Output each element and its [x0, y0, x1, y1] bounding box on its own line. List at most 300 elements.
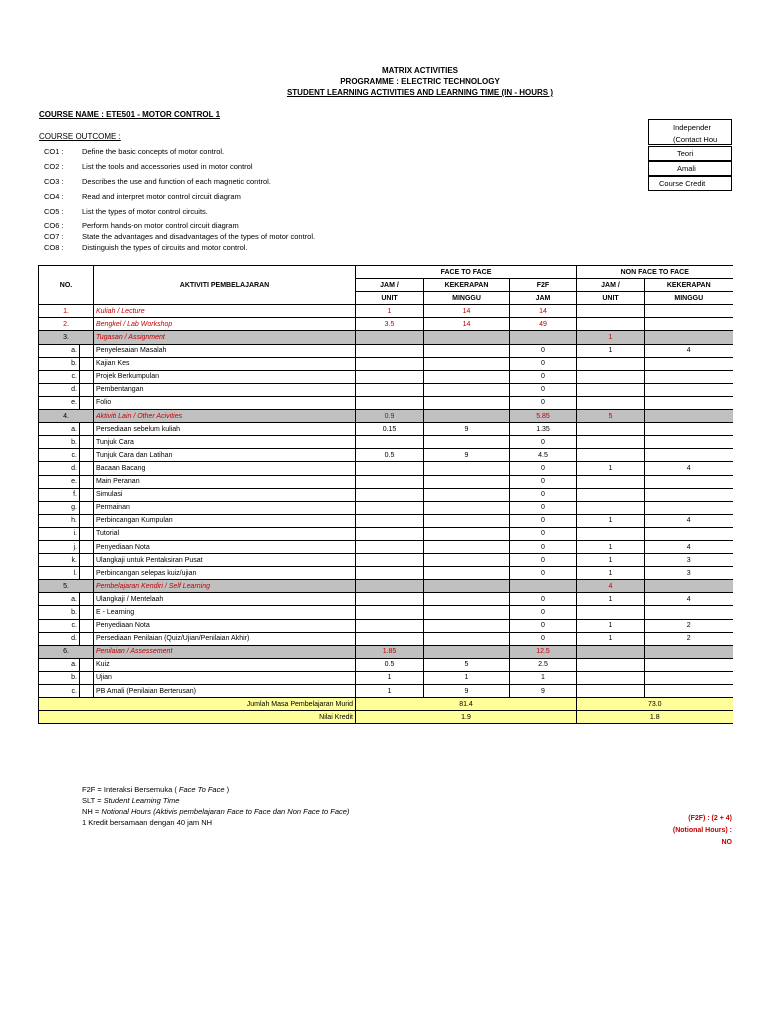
row-f2f-jam: 2.5 [510, 658, 577, 671]
table-row [39, 357, 733, 370]
row-activity: Pembelajaran Kendiri / Self Learning [94, 580, 356, 593]
row-number: b. [39, 671, 80, 684]
credit-nf2f-value: 1.8 [577, 711, 733, 724]
no-note: NO [721, 839, 732, 846]
row-kekerapan [424, 396, 510, 409]
row-f2f-jam: 0 [510, 540, 577, 553]
row-kekerapan: 9 [424, 449, 510, 462]
course-outcome-text: State the advantages and disadvantages of the types of motor control. [82, 232, 316, 241]
row-nf2f-kekerapan [645, 331, 733, 344]
table-row [39, 619, 733, 632]
row-number: 4. [39, 410, 94, 423]
row-number: a. [39, 423, 80, 436]
row-jam-unit: 1 [356, 671, 424, 684]
total-nf2f-value: 73.0 [577, 698, 733, 711]
row-nf2f-kekerapan [645, 449, 733, 462]
row-nf2f-jam: 1 [577, 344, 645, 357]
independent-label: Independer [673, 123, 711, 132]
course-outcome-text: Describes the use and function of each magnetic control. [82, 177, 271, 186]
credit-f2f-value: 1.9 [356, 711, 577, 724]
row-spacer [80, 344, 94, 357]
unit-header: UNIT [356, 292, 424, 305]
row-f2f-jam: 0 [510, 501, 577, 514]
row-number: a. [39, 593, 80, 606]
row-activity: Aktiviti Lain / Other Acivities [94, 410, 356, 423]
footnote-line [82, 817, 349, 828]
row-jam-unit [356, 619, 424, 632]
table-row [39, 383, 733, 396]
row-f2f-jam: 0 [510, 488, 577, 501]
f2f-jam-header: JAM [510, 292, 577, 305]
table-row [39, 685, 733, 698]
course-outcome-code: CO4 : [44, 192, 64, 201]
row-activity: Kuliah / Lecture [94, 305, 356, 318]
footnotes [82, 784, 349, 828]
row-nf2f-kekerapan: 3 [645, 554, 733, 567]
row-jam-unit [356, 527, 424, 540]
row-activity: Simulasi [94, 488, 356, 501]
row-nf2f-kekerapan [645, 357, 733, 370]
row-nf2f-jam [577, 357, 645, 370]
row-spacer [80, 658, 94, 671]
row-spacer [80, 540, 94, 553]
row-nf2f-kekerapan [645, 475, 733, 488]
row-f2f-jam: 0 [510, 514, 577, 527]
row-nf2f-jam [577, 383, 645, 396]
footnote-emphasis: Student Learning Time [103, 796, 180, 805]
row-jam-unit [356, 554, 424, 567]
row-nf2f-kekerapan: 3 [645, 567, 733, 580]
row-nf2f-jam [577, 305, 645, 318]
row-spacer [80, 423, 94, 436]
row-number: i. [39, 527, 80, 540]
row-jam-unit: 0.5 [356, 658, 424, 671]
course-outcome-text: Read and interpret motor control circuit diagram [82, 192, 241, 201]
row-number: c. [39, 619, 80, 632]
non-jam-header: JAM / [577, 279, 645, 292]
table-row [39, 632, 733, 645]
row-activity: E - Learning [94, 606, 356, 619]
row-nf2f-kekerapan [645, 671, 733, 684]
course-outcome-code: CO3 : [44, 177, 64, 186]
row-f2f-jam: 0 [510, 383, 577, 396]
contact-hours-box [648, 119, 732, 145]
row-f2f-jam: 1 [510, 671, 577, 684]
table-row [39, 606, 733, 619]
row-jam-unit [356, 580, 424, 593]
row-number: l. [39, 567, 80, 580]
teori-cell: Teori [648, 146, 732, 161]
row-number: a. [39, 658, 80, 671]
row-nf2f-kekerapan [645, 645, 733, 658]
row-f2f-jam: 0 [510, 357, 577, 370]
row-nf2f-jam: 1 [577, 462, 645, 475]
row-kekerapan [424, 606, 510, 619]
row-nf2f-jam [577, 449, 645, 462]
row-nf2f-jam: 5 [577, 410, 645, 423]
row-f2f-jam: 0 [510, 344, 577, 357]
footnote-line [82, 784, 349, 795]
row-activity: Penyediaan Nota [94, 540, 356, 553]
row-number: h. [39, 514, 80, 527]
row-number: d. [39, 462, 80, 475]
row-number: g. [39, 501, 80, 514]
non-minggu-header: MINGGU [645, 292, 733, 305]
course-outcome-item [44, 232, 315, 241]
row-number: f. [39, 488, 80, 501]
row-jam-unit [356, 593, 424, 606]
course-outcome-text: Perform hands-on motor control circuit diagram [82, 221, 239, 230]
row-f2f-jam: 49 [510, 318, 577, 331]
course-outcome-code: CO5 : [44, 207, 64, 216]
course-outcome-item [44, 162, 253, 171]
row-nf2f-jam [577, 436, 645, 449]
row-number: 3. [39, 331, 94, 344]
row-number: b. [39, 357, 80, 370]
course-outcome-item [44, 147, 224, 156]
row-nf2f-jam: 1 [577, 593, 645, 606]
table-row [39, 462, 733, 475]
row-jam-unit: 0.15 [356, 423, 424, 436]
row-nf2f-jam [577, 671, 645, 684]
row-kekerapan: 14 [424, 318, 510, 331]
row-spacer [80, 514, 94, 527]
row-jam-unit [356, 606, 424, 619]
table-row [39, 488, 733, 501]
kekerapan-header: KEKERAPAN [424, 279, 510, 292]
row-jam-unit: 1 [356, 685, 424, 698]
row-number: 1. [39, 305, 94, 318]
row-activity: Main Peranan [94, 475, 356, 488]
table-row [39, 318, 733, 331]
matrix-title: MATRIX ACTIVITIES [382, 66, 458, 75]
row-nf2f-kekerapan: 2 [645, 632, 733, 645]
non-kekerapan-header: KEKERAPAN [645, 279, 733, 292]
row-spacer [80, 475, 94, 488]
row-activity: Kuiz [94, 658, 356, 671]
table-row [39, 527, 733, 540]
row-activity: PB Amali (Penilaian Berterusan) [94, 685, 356, 698]
course-outcome-code: CO2 : [44, 162, 64, 171]
row-nf2f-jam [577, 527, 645, 540]
row-f2f-jam: 5.85 [510, 410, 577, 423]
table-row [39, 671, 733, 684]
table-row [39, 370, 733, 383]
row-jam-unit [356, 514, 424, 527]
row-number: e. [39, 396, 80, 409]
row-nf2f-jam: 1 [577, 619, 645, 632]
row-f2f-jam: 0 [510, 527, 577, 540]
row-nf2f-jam: 1 [577, 567, 645, 580]
row-kekerapan: 9 [424, 423, 510, 436]
row-kekerapan [424, 370, 510, 383]
row-nf2f-kekerapan [645, 658, 733, 671]
row-jam-unit [356, 488, 424, 501]
row-number: c. [39, 370, 80, 383]
credit-label: Nilai Kredit [39, 711, 356, 724]
row-kekerapan [424, 331, 510, 344]
table-row [39, 554, 733, 567]
row-jam-unit [356, 501, 424, 514]
row-kekerapan [424, 475, 510, 488]
row-number: a. [39, 344, 80, 357]
course-outcome-code: CO8 : [44, 243, 64, 252]
row-nf2f-jam [577, 658, 645, 671]
row-nf2f-jam: 1 [577, 632, 645, 645]
row-jam-unit: 0.5 [356, 449, 424, 462]
row-spacer [80, 527, 94, 540]
course-outcome-item [44, 192, 241, 201]
row-spacer [80, 488, 94, 501]
row-activity: Perbincangan selepas kuiz/ujian [94, 567, 356, 580]
row-jam-unit [356, 540, 424, 553]
row-number: c. [39, 685, 80, 698]
row-activity: Folio [94, 396, 356, 409]
row-nf2f-jam [577, 475, 645, 488]
amali-cell: Amali [648, 161, 732, 176]
row-nf2f-kekerapan: 2 [645, 619, 733, 632]
total-row [39, 698, 733, 711]
row-activity: Penyelesaian Masalah [94, 344, 356, 357]
row-nf2f-kekerapan [645, 423, 733, 436]
table-row [39, 436, 733, 449]
course-outcome-code: CO7 : [44, 232, 64, 241]
row-kekerapan: 1 [424, 671, 510, 684]
row-activity: Tugasan / Assignment [94, 331, 356, 344]
f2f-formula-note: (F2F) : (2 + 4) [688, 815, 732, 822]
footnote-text: F2F = Interaksi Bersemuka ( [82, 785, 179, 794]
table-row [39, 658, 733, 671]
row-jam-unit [356, 475, 424, 488]
row-nf2f-jam: 1 [577, 514, 645, 527]
row-nf2f-kekerapan [645, 370, 733, 383]
course-credit-cell: Course Credit [648, 176, 732, 191]
row-number: d. [39, 632, 80, 645]
row-f2f-jam: 0 [510, 396, 577, 409]
row-jam-unit [356, 357, 424, 370]
activity-matrix-table [38, 265, 733, 724]
row-number: c. [39, 449, 80, 462]
row-jam-unit [356, 370, 424, 383]
course-outcome-label: COURSE OUTCOME : [39, 132, 121, 141]
row-activity: Tunjuk Cara dan Latihan [94, 449, 356, 462]
course-outcome-code: CO6 : [44, 221, 64, 230]
row-jam-unit: 0.9 [356, 410, 424, 423]
row-nf2f-jam [577, 423, 645, 436]
row-f2f-jam: 12.5 [510, 645, 577, 658]
row-f2f-jam: 14 [510, 305, 577, 318]
row-nf2f-jam: 1 [577, 540, 645, 553]
row-spacer [80, 632, 94, 645]
row-jam-unit [356, 632, 424, 645]
course-outcome-code: CO1 : [44, 147, 64, 156]
row-kekerapan: 9 [424, 685, 510, 698]
row-spacer [80, 593, 94, 606]
row-kekerapan [424, 593, 510, 606]
row-activity: Pembentangan [94, 383, 356, 396]
course-outcome-text: Define the basic concepts of motor control. [82, 147, 225, 156]
footnote-emphasis: Notional Hours (Aktivis pembelajaran Face to Face dan Non Face to Face) [101, 807, 350, 816]
row-f2f-jam: 0 [510, 593, 577, 606]
course-outcome-item [44, 177, 271, 186]
row-spacer [80, 370, 94, 383]
row-jam-unit: 3.5 [356, 318, 424, 331]
total-label: Jumlah Masa Pembelajaran Murid [39, 698, 356, 711]
row-nf2f-kekerapan [645, 527, 733, 540]
course-outcome-item [44, 207, 208, 216]
footnote-text: 1 Kredit bersamaan dengan 40 jam NH [82, 818, 213, 827]
footnote-suffix: ) [224, 785, 230, 794]
row-spacer [80, 554, 94, 567]
row-f2f-jam: 0 [510, 632, 577, 645]
row-nf2f-kekerapan [645, 436, 733, 449]
row-number: 6. [39, 645, 94, 658]
row-jam-unit [356, 567, 424, 580]
row-number: b. [39, 606, 80, 619]
row-kekerapan [424, 645, 510, 658]
face-to-face-header: FACE TO FACE [356, 266, 577, 279]
row-activity: Permainan [94, 501, 356, 514]
table-row [39, 593, 733, 606]
row-activity: Persediaan sebelum kuliah [94, 423, 356, 436]
row-kekerapan [424, 410, 510, 423]
row-kekerapan [424, 567, 510, 580]
table-row [39, 423, 733, 436]
row-kekerapan [424, 488, 510, 501]
row-kekerapan [424, 619, 510, 632]
table-row [39, 514, 733, 527]
table-row [39, 331, 733, 344]
row-activity: Projek Berkumpulan [94, 370, 356, 383]
footnote-emphasis: Face To Face [178, 785, 225, 794]
row-nf2f-jam [577, 318, 645, 331]
row-nf2f-kekerapan [645, 580, 733, 593]
row-kekerapan [424, 383, 510, 396]
notional-hours-note: (Notional Hours) : [672, 827, 732, 834]
table-row [39, 410, 733, 423]
row-activity: Bengkel / Lab Workshop [94, 318, 356, 331]
row-spacer [80, 606, 94, 619]
row-nf2f-jam [577, 501, 645, 514]
row-nf2f-kekerapan [645, 685, 733, 698]
row-spacer [80, 357, 94, 370]
row-nf2f-kekerapan [645, 396, 733, 409]
course-outcome-item [44, 221, 239, 230]
row-f2f-jam: 0 [510, 606, 577, 619]
row-nf2f-jam: 1 [577, 554, 645, 567]
footnote-line [82, 795, 349, 806]
row-kekerapan [424, 527, 510, 540]
row-number: j. [39, 540, 80, 553]
row-activity: Kajian Kes [94, 357, 356, 370]
row-kekerapan [424, 514, 510, 527]
row-jam-unit [356, 331, 424, 344]
non-face-to-face-header: NON FACE TO FACE [577, 266, 733, 279]
table-row [39, 501, 733, 514]
row-activity: Ulangkaji / Mentelaah [94, 593, 356, 606]
row-kekerapan [424, 501, 510, 514]
row-jam-unit [356, 436, 424, 449]
row-nf2f-kekerapan [645, 383, 733, 396]
table-row [39, 645, 733, 658]
row-nf2f-jam [577, 645, 645, 658]
row-spacer [80, 567, 94, 580]
row-activity: Penilaian / Assessement [94, 645, 356, 658]
row-kekerapan [424, 540, 510, 553]
row-jam-unit [356, 396, 424, 409]
course-outcome-text: Distinguish the types of circuits and motor control. [82, 243, 248, 252]
course-outcome-text: List the types of motor control circuits. [82, 207, 208, 216]
row-nf2f-kekerapan [645, 606, 733, 619]
table-row [39, 580, 733, 593]
row-activity: Tunjuk Cara [94, 436, 356, 449]
row-activity: Tutorial [94, 527, 356, 540]
row-jam-unit [356, 383, 424, 396]
row-f2f-jam: 0 [510, 554, 577, 567]
row-f2f-jam: 0 [510, 436, 577, 449]
row-kekerapan: 5 [424, 658, 510, 671]
course-name: COURSE NAME : ETE501 - MOTOR CONTROL 1 [39, 110, 221, 119]
row-activity: Persediaan Penilaian (Quiz/Ujian/Penilaian Akhir) [94, 632, 356, 645]
row-kekerapan [424, 344, 510, 357]
row-nf2f-kekerapan [645, 501, 733, 514]
row-number: 5. [39, 580, 94, 593]
total-f2f-value: 81.4 [356, 698, 577, 711]
row-f2f-jam [510, 580, 577, 593]
row-spacer [80, 685, 94, 698]
row-jam-unit [356, 462, 424, 475]
row-nf2f-kekerapan [645, 488, 733, 501]
row-kekerapan: 14 [424, 305, 510, 318]
row-spacer [80, 396, 94, 409]
row-nf2f-kekerapan [645, 318, 733, 331]
course-outcome-text: List the tools and accessories used in motor control [82, 162, 253, 171]
row-kekerapan [424, 632, 510, 645]
row-f2f-jam: 0 [510, 475, 577, 488]
row-kekerapan [424, 554, 510, 567]
row-nf2f-kekerapan: 4 [645, 462, 733, 475]
row-nf2f-kekerapan [645, 305, 733, 318]
table-row [39, 540, 733, 553]
document-subtitle: STUDENT LEARNING ACTIVITIES AND LEARNING TIME (IN - HOURS ) [286, 88, 554, 97]
footnote-line [82, 806, 349, 817]
row-spacer [80, 671, 94, 684]
table-row [39, 344, 733, 357]
table-row [39, 567, 733, 580]
row-nf2f-jam [577, 685, 645, 698]
row-kekerapan [424, 436, 510, 449]
jam-header: JAM / [356, 279, 424, 292]
row-activity: Penyediaan Nota [94, 619, 356, 632]
row-f2f-jam: 0 [510, 370, 577, 383]
row-kekerapan [424, 357, 510, 370]
col-no-header: NO. [39, 266, 94, 305]
table-row [39, 305, 733, 318]
row-nf2f-jam [577, 606, 645, 619]
non-unit-header: UNIT [577, 292, 645, 305]
footnote-text: SLT = [82, 796, 104, 805]
row-jam-unit: 1.85 [356, 645, 424, 658]
row-nf2f-kekerapan: 4 [645, 540, 733, 553]
row-number: e. [39, 475, 80, 488]
footnote-text: NH = [82, 807, 102, 816]
row-nf2f-jam [577, 488, 645, 501]
contact-hours-label: (Contact Hou [673, 135, 718, 144]
row-f2f-jam: 0 [510, 619, 577, 632]
course-outcome-item [44, 243, 248, 252]
row-f2f-jam [510, 331, 577, 344]
row-nf2f-kekerapan: 4 [645, 344, 733, 357]
